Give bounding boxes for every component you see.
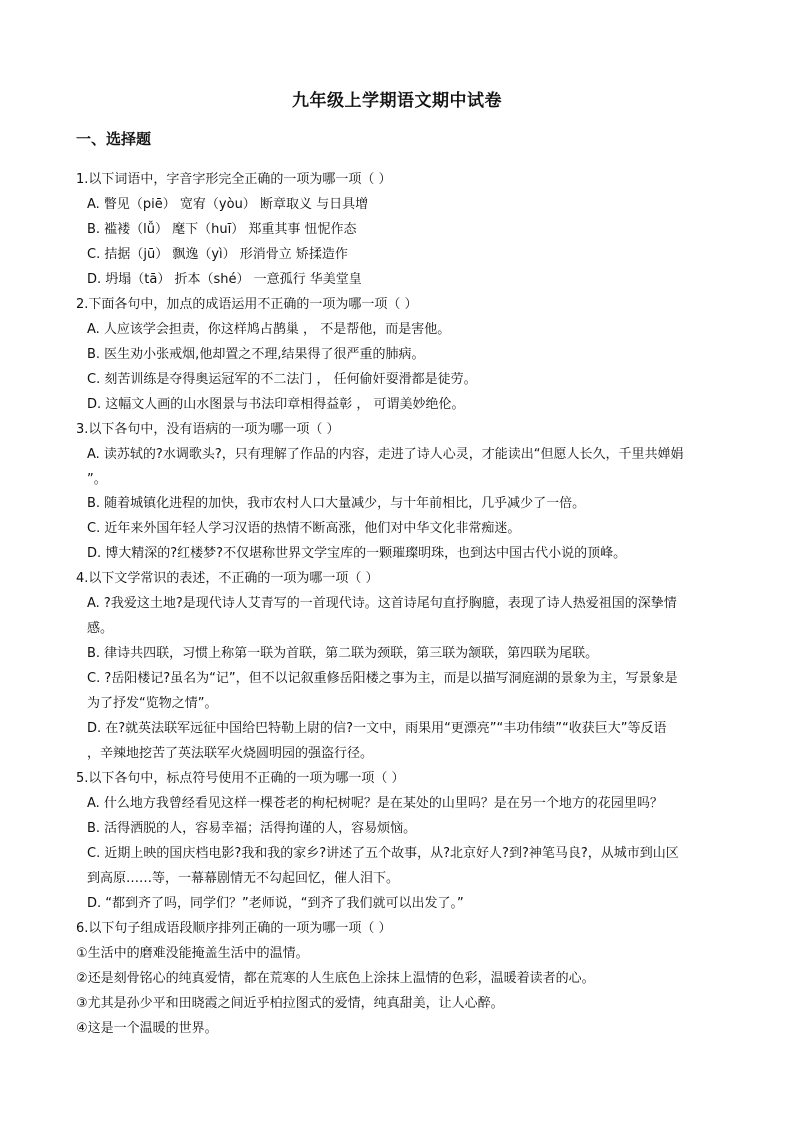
answer-option: B. 医生劝小张戒烟,他却置之不理,结果得了很严重的肺病。	[87, 347, 425, 362]
section-heading: 一、选择题	[76, 130, 152, 148]
option-continuation: 为了抒发“览物之情”。	[87, 696, 218, 711]
page-title: 九年级上学期语文期中试卷	[292, 91, 502, 111]
option-continuation: 感。	[87, 621, 114, 636]
answer-option: C. 近年来外国年轻人学习汉语的热情不断高涨，他们对中华文化非常痴迷。	[87, 521, 521, 536]
answer-option: B. 随着城镇化进程的加快，我市农村人口大量减少，与十年前相比，几乎减少了一倍。	[87, 496, 586, 511]
question-stem: 2.下面各句中，加点的成语运用不正确的一项为哪一项（ ）	[76, 297, 418, 312]
answer-option: A. 瞥见（piē） 宽宥（yòu） 断章取义 与日具增	[87, 197, 369, 212]
question-stem: 3.以下各句中，没有语病的一项为哪一项（ ）	[76, 422, 340, 437]
option-continuation: ，辛辣地挖苦了英法联军火烧圆明园的强盗行径。	[87, 746, 374, 761]
answer-option: C. 拮据（jū） 飘逸（yì） 形消骨立 矫揉造作	[87, 247, 348, 262]
answer-option: A. 读苏轼的?水调歌头?，只有理解了作品的内容，走进了诗人心灵，才能读出“但愿人长久，千里共婵娟	[87, 447, 684, 462]
question-stem: 1.以下词语中，字音字形完全正确的一项为哪一项（ ）	[76, 172, 392, 187]
question-stem: 4.以下文学常识的表述，不正确的一项为哪一项（ ）	[76, 571, 379, 586]
ordering-sentence: ②还是刻骨铭心的纯真爱情，都在荒寒的人生底色上涂抹上温情的色彩，温暖着读者的心。	[76, 971, 595, 986]
question-stem: 6.以下句子组成语段顺序排列正确的一项为哪一项（ ）	[76, 921, 392, 936]
answer-option: C. ?岳阳楼记?虽名为“记”，但不以记叙重修岳阳楼之事为主，而是以描写洞庭湖的景象为主，写景象是	[87, 671, 678, 686]
ordering-sentence: ④这是一个温暖的世界。	[76, 1021, 218, 1036]
option-continuation: 到高原……等，一幕幕剧情无不勾起回忆，催人泪下。	[87, 871, 400, 886]
answer-option: D. 博大精深的?红楼梦?不仅堪称世界文学宝库的一颗璀璨明珠，也到达中国古代小说的顶峰。	[87, 546, 627, 561]
ordering-sentence: ③尤其是孙少平和田晓霞之间近乎柏拉图式的爱情，纯真甜美，让人心醉。	[76, 996, 504, 1011]
option-continuation: ”。	[87, 472, 107, 487]
answer-option: D. 坍塌（tā） 折本（shé） 一意孤行 华美堂皇	[87, 272, 362, 287]
question-stem: 5.以下各句中，标点符号使用不正确的一项为哪一项（ ）	[76, 771, 405, 786]
answer-option: A. 什么地方我曾经看见这样一棵苍老的枸杞树呢？是在某处的山里吗？是在另一个地方的花园里吗？	[87, 796, 663, 811]
answer-option: A. ?我爱这土地?是现代诗人艾青写的一首现代诗。这首诗尾句直抒胸臆，表现了诗人热爱祖国的深挚情	[87, 596, 677, 611]
answer-option: B. 律诗共四联，习惯上称第一联为首联，第二联为颈联，第三联为颔联，第四联为尾联。	[87, 646, 599, 661]
answer-option: D. 在?就英法联军远征中国给巴特勒上尉的信?一文中，雨果用“更漂亮”“丰功伟绩”“收获巨大”等反语	[87, 721, 667, 736]
answer-option: C. 刻苦训练是夺得奥运冠军的不二法门 ， 任何偷奸耍滑都是徒劳。	[87, 372, 477, 387]
answer-option: D. 这幅文人画的山水图景与书法印章相得益彰 ， 可谓美妙绝伦。	[87, 397, 465, 412]
answer-option: A. 人应该学会担责，你这样鸠占鹊巢 ， 不是帮他，而是害他。	[87, 322, 451, 337]
answer-option: B. 褴褛（lǚ） 麾下（huī） 郑重其事 忸怩作态	[87, 222, 357, 237]
answer-option: C. 近期上映的国庆档电影?我和我的家乡?讲述了五个故事，从?北京好人?到?神笔马良?，从城市到山区	[87, 846, 679, 861]
ordering-sentence: ①生活中的磨难没能掩盖生活中的温情。	[76, 946, 309, 961]
answer-option: B. 活得洒脱的人，容易幸福；活得拘谨的人，容易烦恼。	[87, 821, 417, 836]
answer-option: D. “都到齐了吗，同学们？”老师说，“到齐了我们就可以出发了。”	[87, 896, 464, 911]
